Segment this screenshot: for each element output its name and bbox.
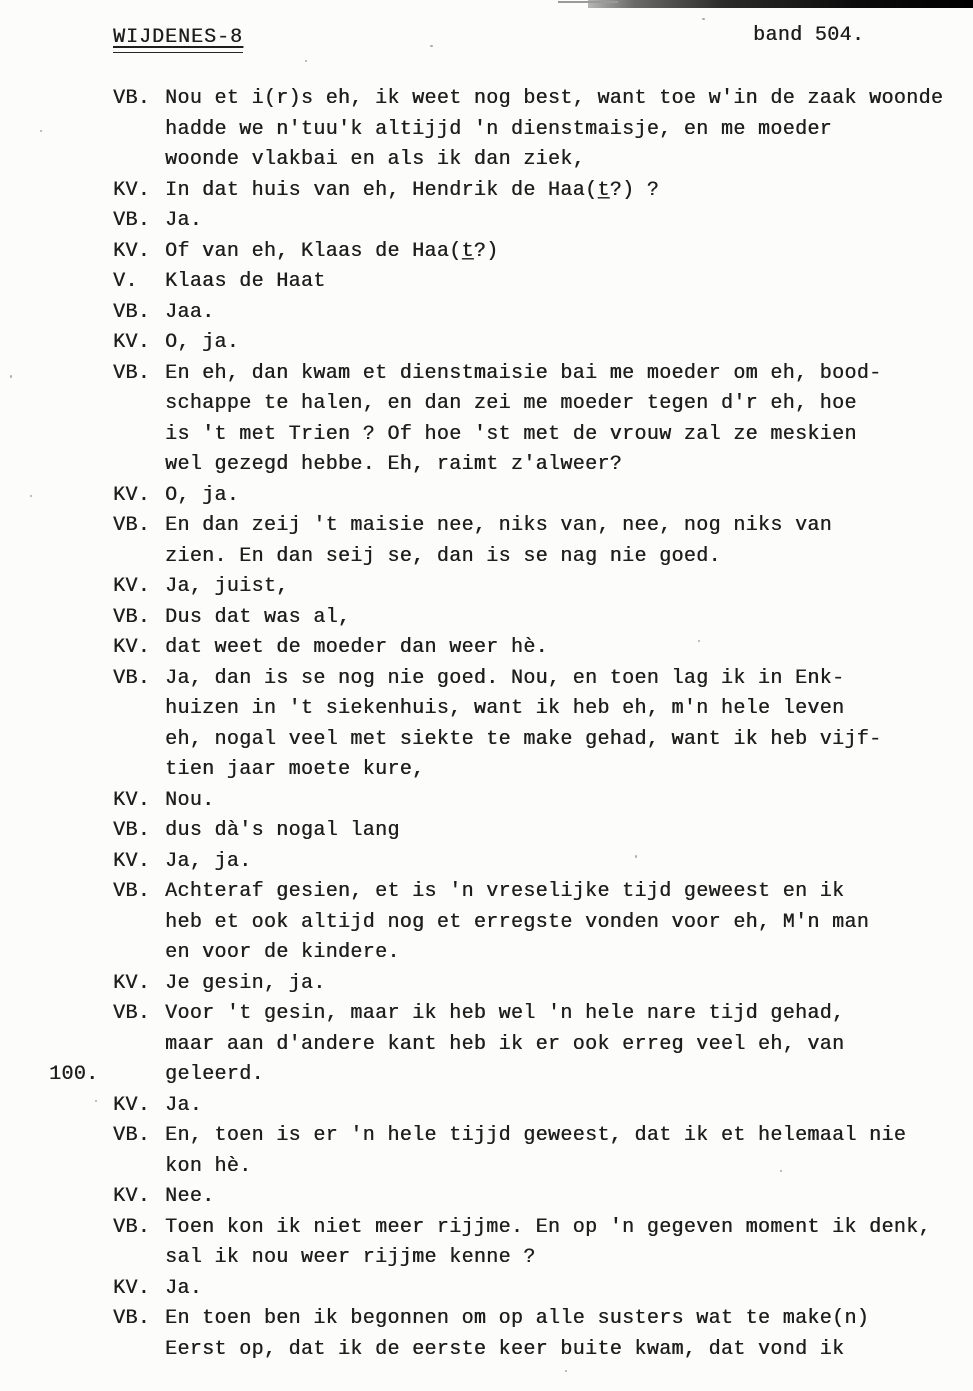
speaker-label: KV.	[113, 575, 151, 598]
speaker-label: VB.	[113, 605, 151, 629]
speaker-label: KV.	[113, 1276, 151, 1300]
speaker-label: KV.	[113, 849, 151, 873]
transcript-line	[0, 450, 973, 481]
transcript-line	[0, 633, 973, 664]
speaker-label: KV.	[113, 636, 151, 659]
transcript-line	[0, 237, 973, 268]
transcript-body	[0, 84, 973, 1365]
page-title: WIJDENES-8	[113, 26, 243, 53]
scan-edge-artifact-thin	[558, 1, 618, 3]
utterance-text: maar aan d'andere kant heb ik er ook erreg veel eh, van	[165, 1032, 845, 1056]
transcript-line	[0, 267, 973, 298]
transcript-line	[0, 359, 973, 390]
transcript-line	[0, 1091, 973, 1122]
utterance-text: O, ja.	[165, 331, 240, 354]
utterance-text: is 't met Trien ? Of hoe 'st met de vrouw zal ze meskien	[165, 422, 857, 446]
speaker-label: KV.	[113, 178, 151, 202]
transcript-line	[0, 389, 973, 420]
transcript-line	[0, 1182, 973, 1213]
utterance-text: En dan zeij 't maisie nee, niks van, nee, nog niks van	[165, 514, 833, 537]
transcript-line	[0, 176, 973, 207]
utterance-text: In dat huis van eh, Hendrik de Haa(t̲?) ?	[165, 178, 660, 202]
speaker-label: VB.	[113, 880, 151, 903]
transcript-line	[0, 694, 973, 725]
transcript-line	[0, 786, 973, 817]
utterance-text: Toen kon ik niet meer rijjme. En op 'n gegeven moment ik denk,	[165, 1215, 931, 1239]
utterance-text: tien jaar moete kure,	[165, 758, 425, 781]
speaker-label: VB.	[113, 1307, 151, 1330]
transcript-line	[0, 542, 973, 573]
utterance-text: Ja.	[165, 1093, 203, 1117]
transcript-line	[0, 206, 973, 237]
speaker-label: KV.	[113, 483, 151, 507]
speaker-label: KV.	[113, 1093, 151, 1117]
utterance-text: En, toen is er 'n hele tijjd geweest, dat ik et helemaal nie	[165, 1124, 907, 1147]
transcript-line	[0, 1060, 973, 1091]
utterance-text: Ja.	[165, 1276, 203, 1300]
speaker-label: VB.	[113, 1124, 151, 1147]
utterance-text: eh, nogal veel met siekte te make gehad, want ik heb vijf-	[165, 727, 882, 751]
transcript-line	[0, 1304, 973, 1335]
utterance-text: huizen in 't siekenhuis, want ik heb eh, m'n hele leven	[165, 697, 845, 720]
utterance-text: heb et ook altijd nog et erregste vonden voor eh, M'n man	[165, 910, 870, 934]
transcript-line	[0, 420, 973, 451]
utterance-text: geleerd.	[165, 1063, 264, 1086]
line-number-marker: 100.	[49, 1063, 99, 1086]
speaker-label: KV.	[113, 331, 151, 354]
speaker-label: VB.	[113, 300, 151, 324]
transcript-line	[0, 298, 973, 329]
speaker-label: VB.	[113, 209, 151, 232]
utterance-text: kon hè.	[165, 1154, 252, 1178]
utterance-text: wel gezegd hebbe. Eh, raimt z'alweer?	[165, 453, 623, 476]
speaker-label: VB.	[113, 819, 151, 842]
utterance-text: Nou.	[165, 788, 215, 812]
band-number: band 504.	[753, 24, 865, 47]
utterance-text: Klaas de Haat	[165, 270, 326, 293]
transcript-line	[0, 1152, 973, 1183]
transcript-line	[0, 328, 973, 359]
utterance-text: Je gesin, ja.	[165, 971, 326, 995]
speaker-label: VB.	[113, 87, 151, 110]
transcript-line	[0, 1243, 973, 1274]
speaker-label: V.	[113, 270, 138, 293]
transcript-line	[0, 603, 973, 634]
transcript-line	[0, 1121, 973, 1152]
utterance-text: sal ik nou weer rijjme kenne ?	[165, 1246, 536, 1269]
utterance-text: Nou et i(r)s eh, ik weet nog best, want toe w'in de zaak woonde	[165, 87, 944, 110]
speaker-label: KV.	[113, 788, 151, 812]
speaker-label: VB.	[113, 514, 151, 537]
transcript-line	[0, 572, 973, 603]
utterance-text: En toen ben ik begonnen om op alle susters wat te make(n)	[165, 1307, 870, 1330]
utterance-text: O, ja.	[165, 483, 240, 507]
transcript-line	[0, 145, 973, 176]
speaker-label: VB.	[113, 361, 151, 385]
speaker-label: VB.	[113, 666, 151, 690]
utterance-text: Achteraf gesien, et is 'n vreselijke tijd geweest en ik	[165, 880, 845, 903]
transcript-line	[0, 999, 973, 1030]
speaker-label: VB.	[113, 1215, 151, 1239]
transcript-line	[0, 1274, 973, 1305]
transcript-line	[0, 115, 973, 146]
transcript-line	[0, 84, 973, 115]
transcript-line	[0, 938, 973, 969]
utterance-text: Eerst op, dat ik de eerste keer buite kwam, dat vond ik	[165, 1337, 845, 1361]
utterance-text: Ja.	[165, 209, 203, 232]
transcript-line	[0, 969, 973, 1000]
utterance-text: dat weet de moeder dan weer hè.	[165, 636, 548, 659]
transcript-line	[0, 1030, 973, 1061]
transcript-line	[0, 511, 973, 542]
utterance-text: En eh, dan kwam et dienstmaisie bai me moeder om eh, bood-	[165, 361, 882, 385]
utterance-text: Dus dat was al,	[165, 605, 351, 629]
utterance-text: Ja, juist,	[165, 575, 289, 598]
utterance-text: zien. En dan seij se, dan is se nag nie goed.	[165, 544, 721, 568]
utterance-text: Voor 't gesin, maar ik heb wel 'n hele nare tijd gehad,	[165, 1002, 845, 1025]
utterance-text: hadde we n'tuu'k altijjd 'n dienstmaisje, en me moeder	[165, 117, 833, 141]
scan-edge-artifact	[588, 0, 973, 8]
utterance-text: en voor de kindere.	[165, 941, 400, 964]
transcript-line	[0, 1213, 973, 1244]
utterance-text: Nee.	[165, 1185, 215, 1208]
utterance-text: schappe te halen, en dan zei me moeder tegen d'r eh, hoe	[165, 392, 857, 415]
transcript-line	[0, 725, 973, 756]
transcript-line	[0, 847, 973, 878]
utterance-text: Jaa.	[165, 300, 215, 324]
transcript-line	[0, 481, 973, 512]
utterance-text: dus dà's nogal lang	[165, 819, 400, 842]
transcript-line	[0, 908, 973, 939]
utterance-text: Ja, ja.	[165, 849, 252, 873]
transcript-line	[0, 877, 973, 908]
speaker-label: KV.	[113, 239, 151, 263]
transcript-line	[0, 1335, 973, 1366]
speaker-label: KV.	[113, 971, 151, 995]
transcript-line	[0, 816, 973, 847]
speaker-label: VB.	[113, 1002, 151, 1025]
transcript-line	[0, 664, 973, 695]
speaker-label: KV.	[113, 1185, 151, 1208]
transcript-line	[0, 755, 973, 786]
utterance-text: Of van eh, Klaas de Haa(t̲?)	[165, 239, 499, 263]
utterance-text: Ja, dan is se nog nie goed. Nou, en toen lag ik in Enk-	[165, 666, 845, 690]
utterance-text: woonde vlakbai en als ik dan ziek,	[165, 148, 585, 171]
